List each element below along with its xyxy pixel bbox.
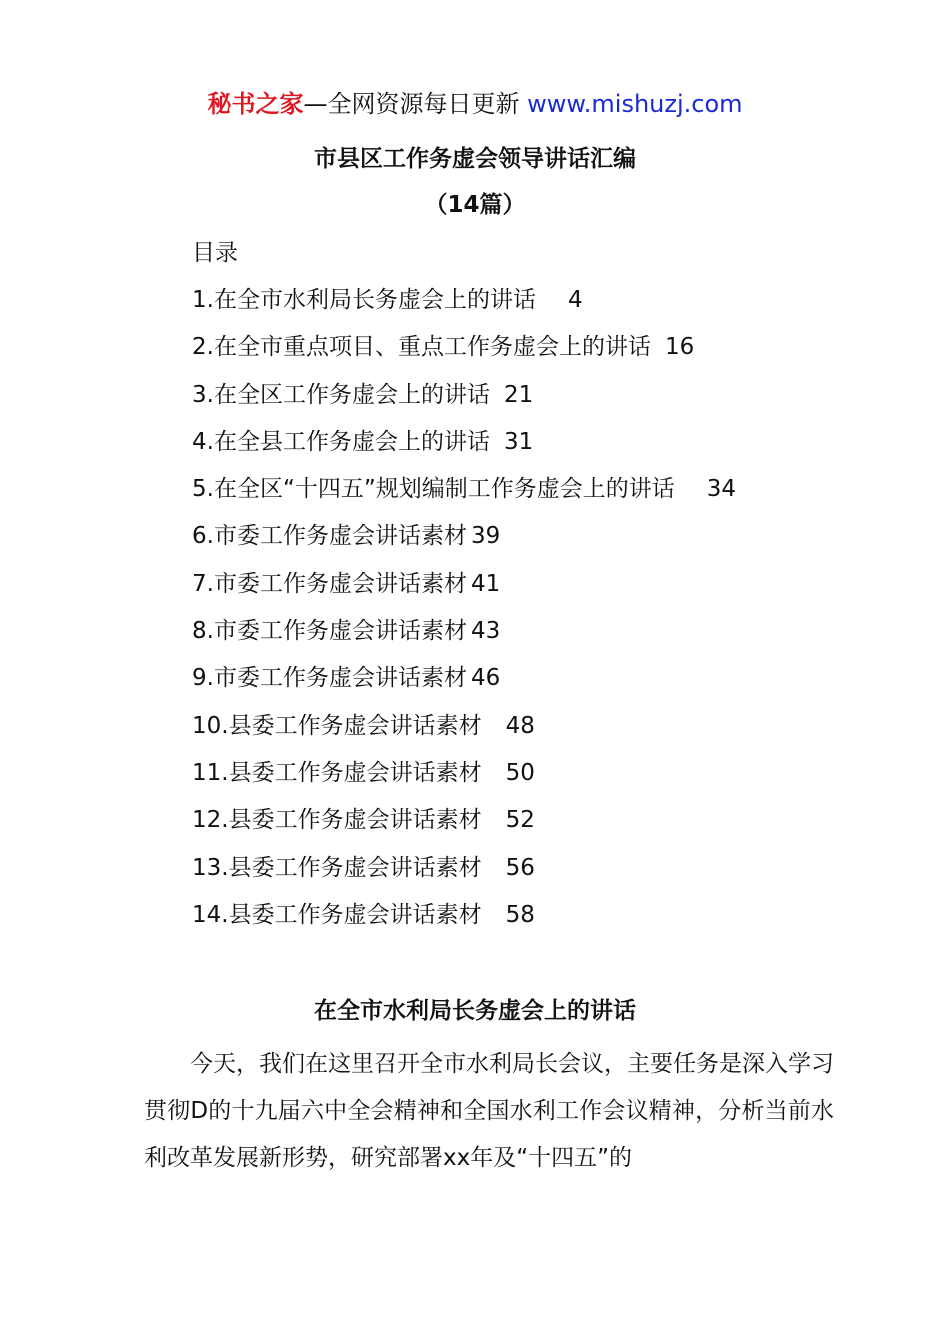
toc-item-label: 9.市委工作务虚会讲话素材 — [192, 665, 467, 692]
brand-name: 秘书之家 — [207, 90, 304, 118]
toc-item[interactable] — [192, 472, 736, 519]
toc-item-label: 3.在全区工作务虚会上的讲话 — [192, 381, 490, 408]
toc-item[interactable] — [192, 709, 736, 756]
toc-item-label: 4.在全县工作务虚会上的讲话 — [192, 428, 490, 455]
section-title: 在全市水利局长务虚会上的讲话 — [314, 998, 636, 1024]
site-header — [0, 86, 950, 122]
toc-item-label: 12.县委工作务虚会讲话素材 — [192, 807, 482, 834]
toc-item-page: 39 — [470, 523, 501, 550]
toc-item[interactable] — [192, 283, 736, 330]
toc-item[interactable] — [192, 803, 736, 850]
toc-item-label: 2.在全市重点项目、重点工作务虚会上的讲话 — [192, 334, 651, 361]
toc-item-page: 52 — [505, 807, 535, 834]
toc-item-page: 34 — [706, 476, 737, 503]
toc-item[interactable] — [192, 378, 736, 425]
toc-item-page: 46 — [470, 665, 501, 692]
toc-item-label: 5.在全区“十四五”规划编制工作务虚会上的讲话 — [192, 476, 675, 503]
header-slogan: —全网资源每日更新 — [303, 90, 528, 118]
toc-item-label: 7.市委工作务虚会讲话素材 — [192, 570, 467, 597]
toc-item-page: 43 — [470, 618, 501, 645]
toc-item-label: 10.县委工作务虚会讲话素材 — [192, 712, 482, 739]
toc-item-page: 56 — [505, 854, 535, 881]
toc-item[interactable] — [192, 425, 736, 472]
toc-item[interactable] — [192, 851, 736, 898]
toc-item-page: 31 — [503, 428, 534, 455]
toc-item-page: 50 — [505, 759, 535, 786]
toc-item[interactable] — [192, 519, 736, 566]
toc-item[interactable] — [192, 898, 736, 945]
toc-item-page: 21 — [503, 381, 534, 408]
body-paragraph: 今天，我们在这里召开全市水利局长会议，主要任务是深入学习贯彻D的十九届六中全会精神和全国水利工作会议精神，分析当前水利改革发展新形势，研究部署xx年及“十四五”的 — [144, 1051, 834, 1171]
document-title: 市县区工作务虚会领导讲话汇编 — [314, 146, 636, 172]
toc-item-label: 13.县委工作务虚会讲话素材 — [192, 854, 482, 881]
site-link[interactable]: www.mishuzj.com — [527, 90, 743, 118]
toc-item-label: 8.市委工作务虚会讲话素材 — [192, 618, 467, 645]
toc-item-page: 41 — [470, 570, 501, 597]
document-subtitle: （14篇） — [424, 192, 526, 218]
toc-item-page: 4 — [567, 287, 583, 313]
toc-item[interactable] — [192, 330, 736, 377]
toc-heading: 目录 — [192, 240, 238, 266]
toc-item-page: 48 — [505, 712, 535, 739]
toc-item-label: 11.县委工作务虚会讲话素材 — [192, 759, 482, 786]
toc-item-label: 6.市委工作务虚会讲话素材 — [192, 523, 467, 550]
toc-item-page: 16 — [664, 334, 695, 361]
toc-item-page: 58 — [505, 901, 535, 928]
table-of-contents — [192, 283, 736, 945]
toc-item[interactable] — [192, 614, 736, 661]
toc-item-label: 14.县委工作务虚会讲话素材 — [192, 901, 482, 928]
toc-item[interactable] — [192, 661, 736, 708]
toc-item-label: 1.在全市水利局长务虚会上的讲话 — [192, 287, 536, 313]
toc-item[interactable] — [192, 756, 736, 803]
toc-item[interactable] — [192, 567, 736, 614]
